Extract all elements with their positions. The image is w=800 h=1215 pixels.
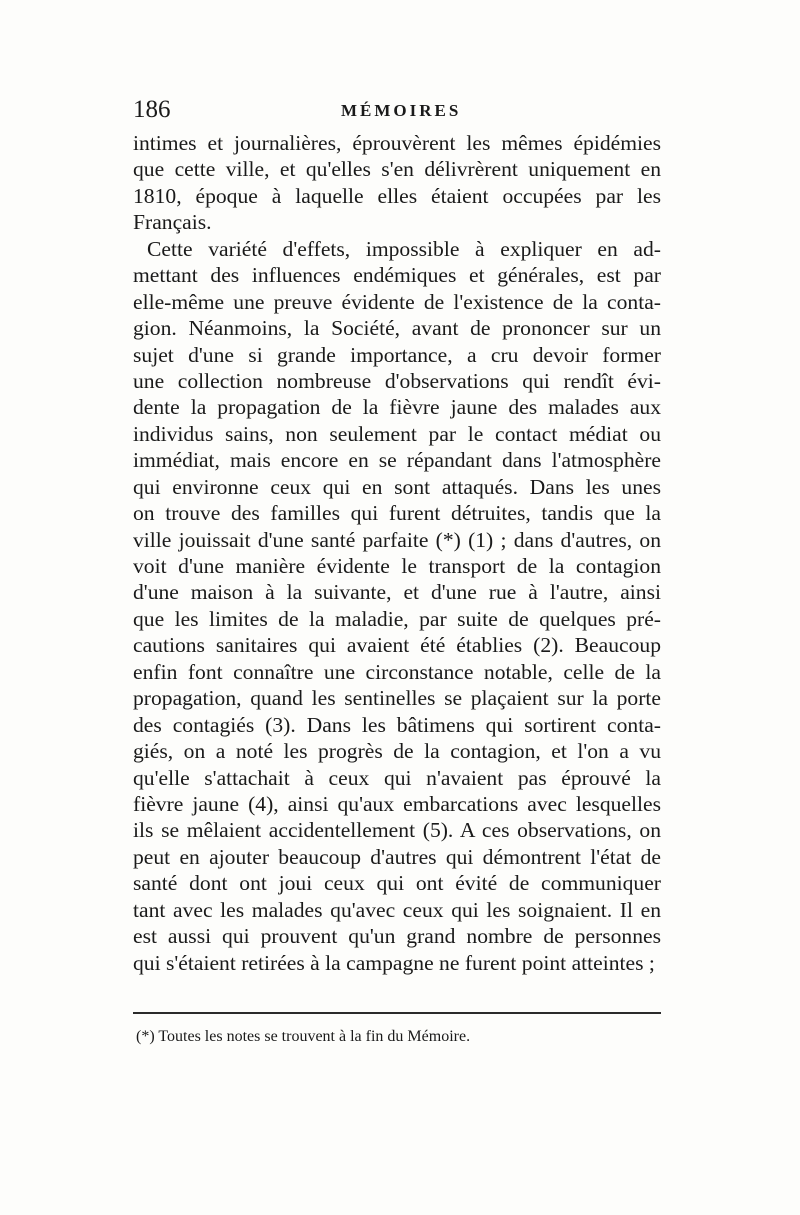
text-line: mettant des influences endémiques et générales, est par xyxy=(133,263,661,288)
text-line: est aussi qui prouvent qu'un grand nombre de personnes xyxy=(133,924,661,949)
text-line: qui s'étaient retirées à la campagne ne furent point atteintes ; xyxy=(133,950,655,975)
text-line: Cette variété d'effets, impossible à expliquer en ad- xyxy=(147,236,661,261)
text-line: cautions sanitaires qui avaient été établies (2). Beaucoup xyxy=(133,633,661,658)
text-line: fièvre jaune (4), ainsi qu'aux embarcations avec lesquelles xyxy=(133,791,661,816)
text-line: des contagiés (3). Dans les bâtimens qui sortirent conta- xyxy=(133,712,661,737)
text-line: qu'elle s'attachait à ceux qui n'avaient pas éprouvé la xyxy=(133,765,661,790)
text-line: propagation, quand les sentinelles se plaçaient sur la porte xyxy=(133,686,661,711)
text-line: Français. xyxy=(133,210,212,235)
text-line: ville jouissait d'une santé parfaite (*) (1) ; dans d'autres, on xyxy=(133,527,661,552)
footnote: (*) Toutes les notes se trouvent à la fin du Mémoire. xyxy=(136,1028,471,1045)
footnote-divider xyxy=(133,1012,661,1014)
text-line: intimes et journalières, éprouvèrent les mêmes épidémies xyxy=(133,131,661,155)
page-number: 186 xyxy=(133,96,171,123)
text-line: voit d'une manière évidente le transport de la contagion xyxy=(133,554,661,578)
text-line: sujet d'une si grande importance, a cru devoir former xyxy=(133,342,661,367)
text-line: elle-même une preuve évidente de l'existence de la conta- xyxy=(133,289,661,314)
text-line: santé dont ont joui ceux qui ont évité de communiquer xyxy=(133,871,661,896)
text-line: 1810, époque à laquelle elles étaient occupées par les xyxy=(133,183,661,208)
body-text xyxy=(133,130,661,976)
text-line: ils se mêlaient accidentellement (5). A ces observations, on xyxy=(133,818,661,843)
text-line: dente la propagation de la fièvre jaune des malades aux xyxy=(133,395,661,420)
text-line: individus sains, non seulement par le contact médiat ou xyxy=(133,421,661,446)
page-header xyxy=(133,95,661,125)
text-line: on trouve des familles qui furent détruites, tandis que la xyxy=(133,501,661,526)
text-line: d'une maison à la suivante, et d'une rue à l'autre, ainsi xyxy=(133,580,661,605)
text-line: tant avec les malades qu'avec ceux qui les soignaient. Il en xyxy=(133,897,661,922)
text-line: une collection nombreuse d'observations qui rendît évi- xyxy=(133,368,661,393)
text-line: giés, on a noté les progrès de la contagion, et l'on a vu xyxy=(133,739,661,764)
text-line: qui environne ceux qui en sont attaqués. Dans les unes xyxy=(133,474,661,499)
text-line: que les limites de la maladie, par suite de quelques pré- xyxy=(133,606,661,631)
text-line: immédiat, mais encore en se répandant dans l'atmosphère xyxy=(133,448,661,473)
text-line: que cette ville, et qu'elles s'en délivrèrent uniquement en xyxy=(133,157,661,182)
text-line: enfin font connaître une circonstance notable, celle de la xyxy=(133,659,661,684)
text-line: peut en ajouter beaucoup d'autres qui démontrent l'état de xyxy=(133,844,661,869)
running-title: MÉMOIRES xyxy=(341,101,462,120)
text-line: gion. Néanmoins, la Société, avant de prononcer sur un xyxy=(133,316,661,341)
